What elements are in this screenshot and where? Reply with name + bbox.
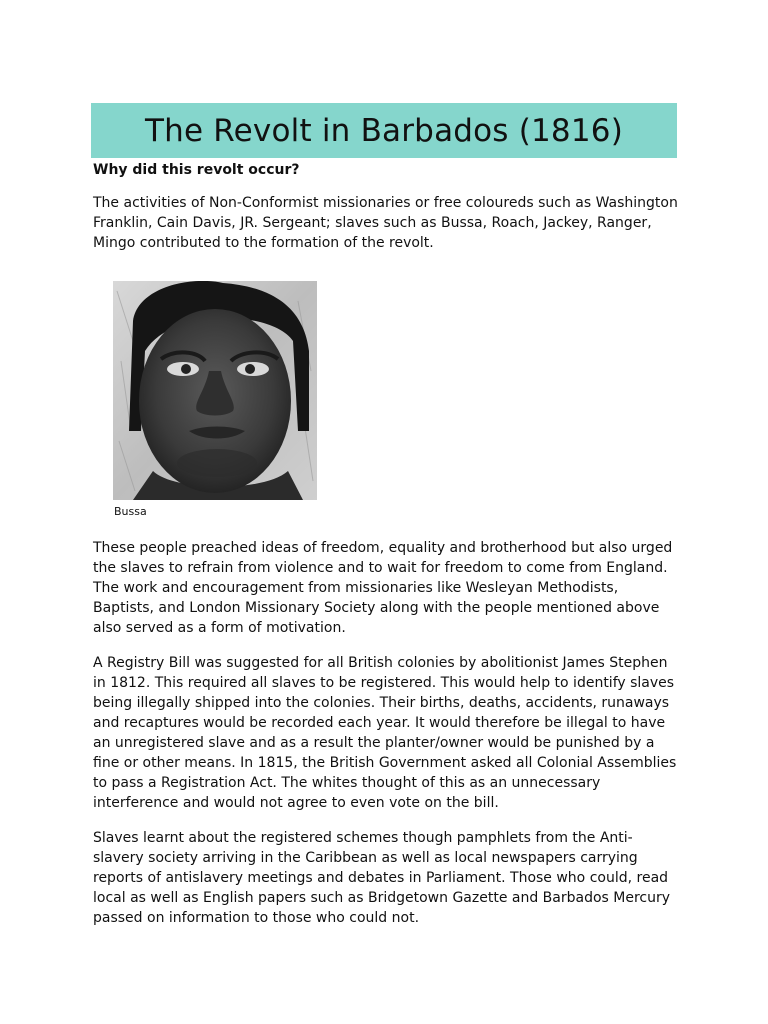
paragraph-activities: The activities of Non-Conformist missionaries or free coloureds such as Washington Franklin, Cain Davis, JR. Sergeant; slaves such as Bussa, Roach, Jackey, Ranger, Mingo contributed to the formation of the revolt. (93, 195, 678, 251)
paragraph-pamphlets: Slaves learnt about the registered schemes though pamphlets from the Anti-slavery society arriving in the Caribbean as well as local newspapers carrying reports of antislavery meetings and debates in Parliament. Those who could, read local as well as English papers such as Bridgetown Gazette and Barbados Mercury passed on information to those who could not. (93, 830, 671, 926)
paragraph-registry-bill: A Registry Bill was suggested for all British colonies by abolitionist James Stephen in 1812. This required all slaves to be registered. This would help to identify slaves being illegally shipped into the colonies. Their births, deaths, accidents, runaways and recaptures would be recorded each year. It would therefore be illegal to have an unregistered slave and as a result the planter/owner would be punished by a fine or other means. In 1815, the British Government asked all Colonial Assemblies to pass a Registration Act. The whites thought of this as an unnecessary interference and would not agree to even vote on the bill. (93, 655, 677, 811)
section-heading: Why did this revolt occur? (93, 162, 300, 178)
page-title: The Revolt in Barbados (1816) (145, 112, 623, 149)
figure-caption: Bussa (114, 505, 147, 518)
bussa-portrait (113, 281, 317, 500)
portrait-drawing (113, 281, 317, 500)
paragraph-preached: These people preached ideas of freedom, equality and brotherhood but also urged the slaves to refrain from violence and to wait for freedom to come from England. The work and encouragement from missionaries like Wesleyan Methodists, Baptists, and London Missionary Society along with the people mentioned above also served as a form of motivation. (93, 540, 673, 636)
title-banner (91, 103, 677, 158)
